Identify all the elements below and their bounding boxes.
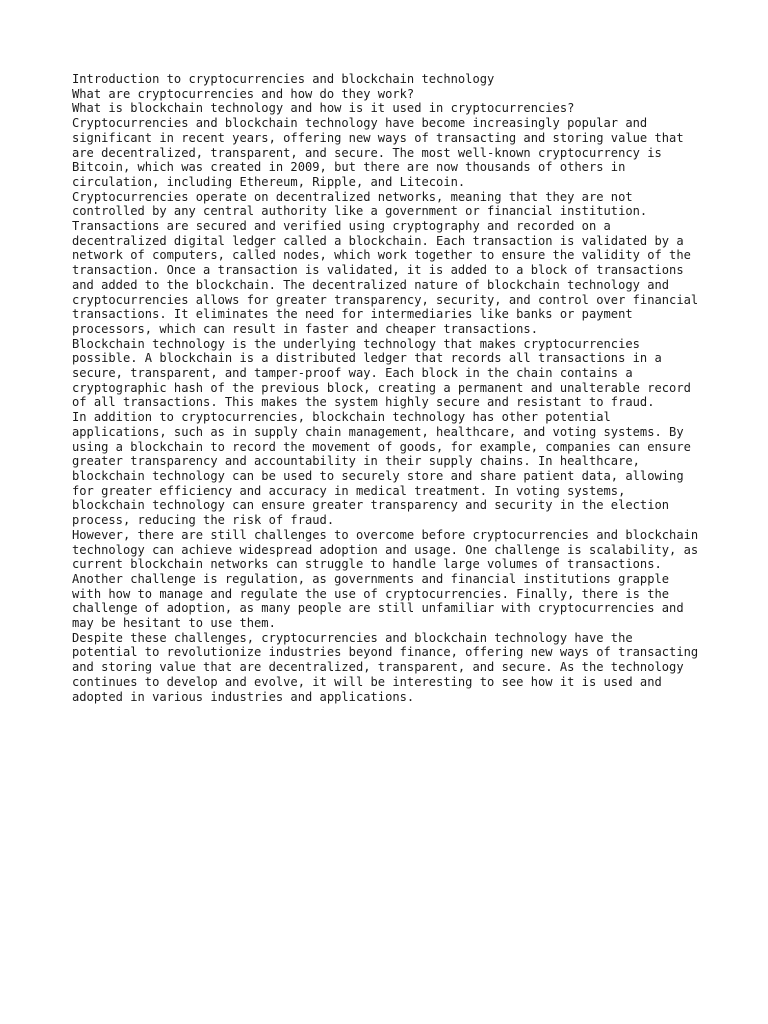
question-heading-1: What are cryptocurrencies and how do they work? bbox=[72, 86, 415, 101]
paragraph-blockchain-definition: Blockchain technology is the underlying technology that makes cryptocurrencies possible. A blockchain is a distributed ledger that records all transactions in a secure, transparent, and tamper-proof way. Each block in the chain contains a cryptographic hash of the previous block, creating a permanent and unalterable record of all transactions. This makes the system highly secure and resistant to fraud. bbox=[72, 336, 691, 410]
document-title: Introduction to cryptocurrencies and blockchain technology bbox=[72, 72, 495, 86]
paragraph-challenges: However, there are still challenges to overcome before cryptocurrencies and blockchain technology can achieve widespread adoption and usage. One challenge is scalability, as current blockchain networks can struggle to handle large volumes of transactions. Another challenge is regulation, as governments and financial institutions grapple with how to manage and regulate the use of cryptocurrencies. Finally, there is the challenge of adoption, as many people are still unfamiliar with cryptocurrencies and may be hesitant to use them. bbox=[72, 527, 699, 631]
question-heading-2: What is blockchain technology and how is it used in cryptocurrencies? bbox=[72, 101, 575, 116]
paragraph-other-applications: In addition to cryptocurrencies, blockchain technology has other potential applications, such as in supply chain management, healthcare, and voting systems. By using a blockchain to record the movement of goods, for example, companies can ensure greater transparency and accountability in their supply chains. In healthcare, blockchain technology can be used to securely store and share patient data, allowing for greater efficiency and accuracy in medical treatment. In voting systems, blockchain technology can ensure greater transparency and security in the election process, reducing the risk of fraud. bbox=[72, 410, 691, 528]
paragraph-intro: Cryptocurrencies and blockchain technology have become increasingly popular and significant in recent years, offering new ways of transacting and storing value that are decentralized, transparent, and secure. The most well-known cryptocurrency is Bitcoin, which was created in 2009, but there are now thousands of others in circulation, including Ethereum, Ripple, and Litecoin. bbox=[72, 116, 684, 189]
paragraph-decentralized-networks: Cryptocurrencies operate on decentralized networks, meaning that they are not controlled by any central authority like a government or financial institution. Transactions are secured and verified using cryptography and recorded on a decentralized digital ledger called a blockchain. Each transaction is validated by a network of computers, called nodes, which work together to ensure the validity of the transaction. Once a transaction is validated, it is added to a block of transactions and added to the blockchain. The decentralized nature of blockchain technology and cryptocurrencies allows for greater transparency, security, and control over financial transactions. It eliminates the need for intermediaries like banks or payment processors, which can result in faster and cheaper transactions. bbox=[72, 189, 699, 336]
paragraph-conclusion: Despite these challenges, cryptocurrencies and blockchain technology have the potential to revolutionize industries beyond finance, offering new ways of transacting and storing value that are decentralized, transparent, and secure. As the technology continues to develop and evolve, it will be interesting to see how it is used and adopted in various industries and applications. bbox=[72, 630, 699, 704]
document-page bbox=[72, 72, 702, 704]
